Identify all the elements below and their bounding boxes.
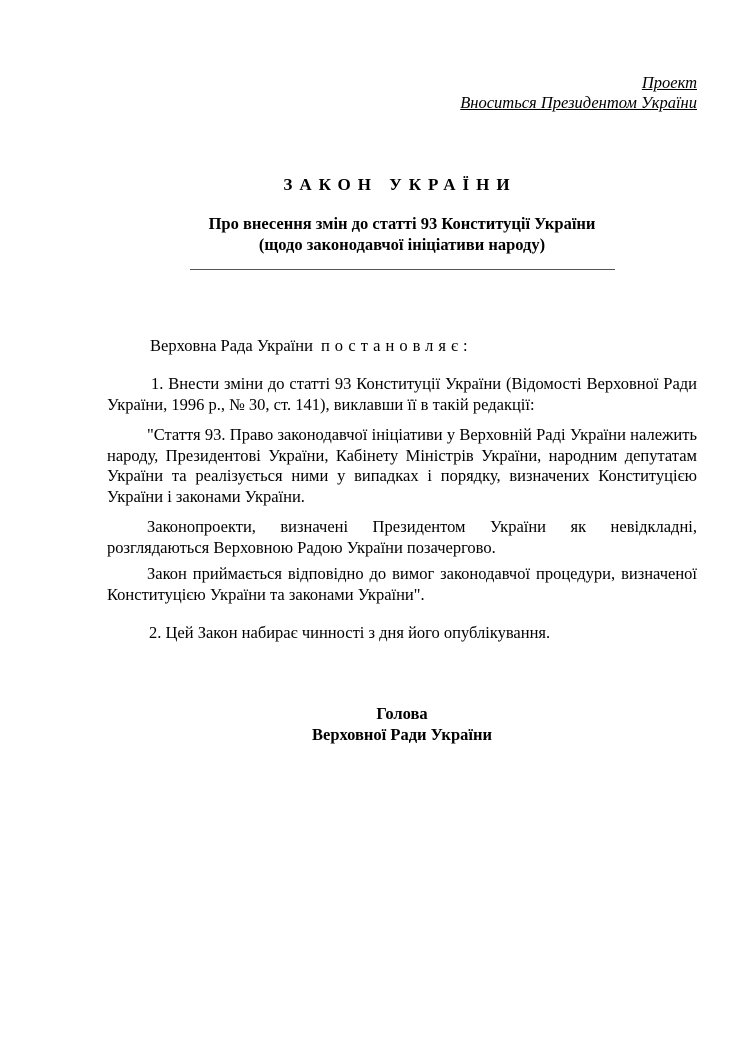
article-93-paragraph-3: Закон приймається відповідно до вимог законодавчої процедури, визначеної Конституцією України та законами України". — [107, 564, 697, 604]
article-93-paragraph-1: "Стаття 93. Право законодавчої ініціативи у Верховній Раді України належить народу, Президентові України, Кабінету Міністрів України, народним депутатам України та реалізується ними у випадках і порядку, визначених Конституцією України і законами України. — [107, 425, 697, 506]
law-subtitle-line-1: Про внесення змін до статті 93 Конституції України — [208, 214, 596, 233]
law-title: ЗАКОН УКРАЇНИ — [283, 175, 517, 194]
preamble-verb: постановляє: — [320, 336, 473, 355]
signature-block — [0, 703, 750, 745]
law-subtitle — [0, 213, 750, 255]
law-subtitle-line-2: (щодо законодавчої ініціативи народу) — [258, 235, 546, 254]
signature-organization: Верховної Ради України — [312, 725, 492, 744]
preamble-subject: Верховна Рада України — [150, 336, 313, 355]
item-2-paragraph: 2. Цей Закон набирає чинності з дня його опублікування. — [149, 623, 551, 642]
signature-title: Голова — [376, 704, 428, 723]
title-divider — [190, 269, 615, 270]
article-93-paragraph-2: Законопроекти, визначені Президентом України як невідкладні, розглядаються Верховною Радою України позачергово. — [107, 517, 697, 557]
preamble — [150, 335, 473, 357]
item-1-paragraph: 1. Внести зміни до статті 93 Конституції України (Відомості Верховної Ради України, 1996 р., № 30, ст. 141), виклавши її в такій редакції: — [107, 374, 697, 414]
project-note: Проект — [641, 73, 697, 92]
submitted-by-note: Вноситься Президентом України — [460, 93, 697, 112]
